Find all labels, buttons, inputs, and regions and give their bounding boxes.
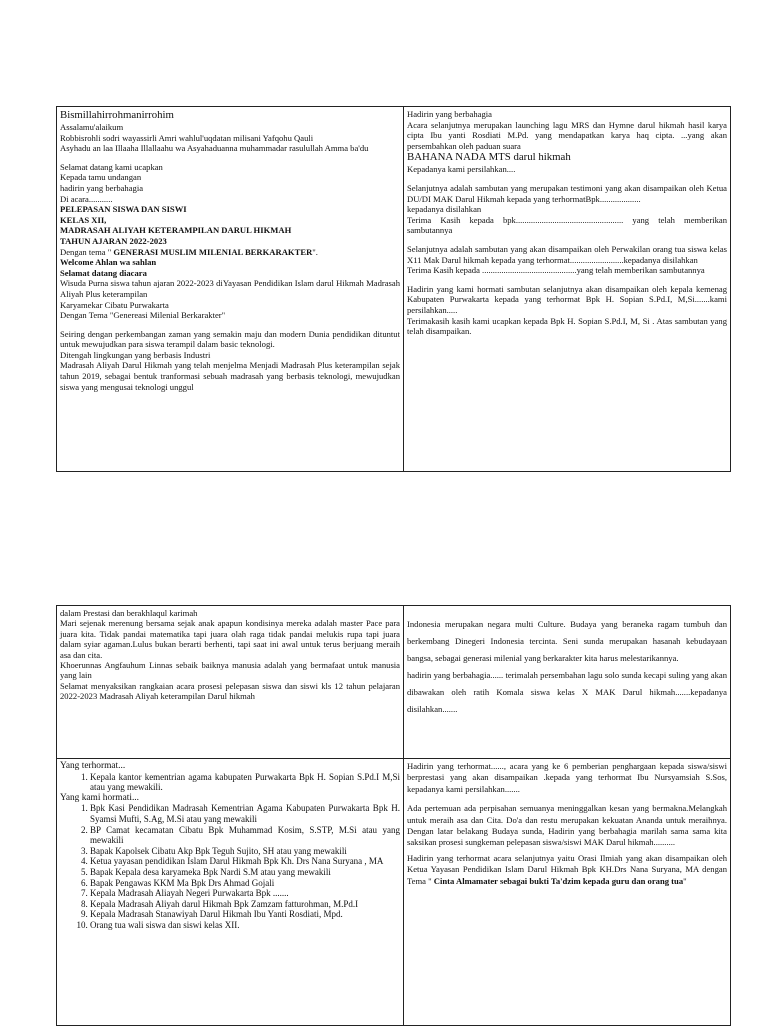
list-item: 1. Kepala kantor kementrian agama kabupaten Purwakarta Bpk H. Sopian S.Pd.I M,Si atau yang mewakili. xyxy=(90,772,400,793)
theme-bold: GENERASI MUSLIM MILENIAL BERKARAKTER xyxy=(113,246,313,257)
hadirin-head: Hadirin yang berbahagia xyxy=(407,109,492,119)
khoerunnas-paragraph: Khoerunnas Angfauhum Linnas sebaik baiknya manusia adalah yang bermafaat untuk manusia yang lain xyxy=(60,660,400,681)
kemenag-paragraph: Hadirin yang kami hormati sambutan selanjutnya akan disampaikan oleh kepala kemenag Kabupaten Purwakarta kepada yang terhormat Bpk H. Sopian S.Pd.I, M,Si.......kami persilahkan..... xyxy=(407,283,727,315)
list-item: 1. Bpk Kasi Pendidikan Madrasah Kementrian Agama Kabupaten Purwakarta Bpk H. Syamsi Mufti, S.Ag, M.Si atau yang mewakili xyxy=(90,803,400,824)
opening-basmalah: Bismillahirrohmanirrohim xyxy=(60,109,174,121)
bahana-nada-line: BAHANA NADA MTS darul hikmah xyxy=(407,151,571,164)
menyaksikan-paragraph: Selamat menyaksikan rangkaian acara prosesi pelepasan siswa dan siswi kls 12 tahun pelajaran 2022-2023 Madrasah Aliyah keterampilan Darul hikmah xyxy=(60,680,400,702)
list-item: 4. Ketua yayasan pendidikan Islam Darul Hikmah Bpk Kh. Drs Nana Suryana , MA xyxy=(90,856,400,867)
list-item: 5. Bapak Kepala desa karyameka Bpk Nardi S.M atau yang mewakili xyxy=(90,867,400,878)
greeting-line-1: Selamat datang kami ucapkan xyxy=(60,161,163,172)
terima-kasih-2: Terima Kasih kepada ............................................yang telah memberikan sambutannya xyxy=(407,265,705,276)
prestasi-line: dalam Prestasi dan berakhlaqul karimah xyxy=(60,608,198,618)
theme-line: Dengan tema " GENERASI MUSLIM MILENIAL BERKARAKTER". xyxy=(60,246,318,257)
tema-line: Dengan Tema "Genereasi Milenial Berkarakter" xyxy=(60,310,226,321)
selamat-line: Selamat datang diacara xyxy=(60,267,147,278)
table2-r1-right-cell xyxy=(404,606,731,759)
persilahkan-line: Kepadanya kami persilahkan.... xyxy=(407,164,516,175)
greeting-line-4: Di acara........... xyxy=(60,193,113,204)
table2-r2-right-cell xyxy=(404,759,731,1026)
event-title-1: PELEPASAN SISWA DAN SISWI xyxy=(60,204,187,215)
multi-culture-paragraph: Indonesia merupakan negara multi Culture. Budaya yang beraneka ragam tumbuh dan berkembang Dinegeri Indonesia tercinta. Seni sunda merupakan hasanah kebudayaan bangsa, sebagai generasi milenial yang berkarakter kita harus melestarikannya. xyxy=(407,619,727,663)
renung-paragraph: Mari sejenak merenung bersama sejak anak apapun kondisinya mereka adalah master Pace para juara kita. Tidak pandai matematika tapi juara olah raga tidak pandai melukis rupa tapi juara dalam syiar agaman.Lulus bukan berarti berhenti, tapi saat ini awal untuk terus berjuang meraih asa dan cita. xyxy=(60,618,400,660)
greeting-line-3: hadirin yang berbahagia xyxy=(60,182,144,193)
list-item: 9. Kepala Madrasah Stanawiyah Darul Hikmah Ibu Yanti Rosdiati, Mpd. xyxy=(90,909,400,920)
list-item: 8. Kepala Madrasah Aliyah darul Hikmah Bpk Zamzam fatturohman, M.Pd.I xyxy=(90,899,400,910)
list-item: 2. BP Camat kecamatan Cibatu Bpk Muhammad Kosim, S.STP, M.Si atau yang mewakili xyxy=(90,825,400,846)
list-item: 3. Bapak Kapolsek Cibatu Akp Bpk Teguh Sujito, SH atau yang mewakili xyxy=(90,846,400,857)
yang-kami-hormati-line: Yang kami hormati... xyxy=(60,792,139,803)
seiring-paragraph: Seiring dengan perkembangan zaman yang semakin maju dan modern Dunia pendidikan dituntut untuk mewujudkan para siswa terampil dalam basic teknologi. xyxy=(60,328,400,350)
terhormat-list xyxy=(60,772,400,793)
launching-paragraph: Acara selanjutnya merupakan launching lagu MRS dan Hymne darul hikmah hasil karya cipta Ibu yanti Rosdiati M.Pd. yang mendapatkan karya haq cipta. ...yang akan persembahkan oleh paduan suara xyxy=(407,119,727,151)
ditengah-line: Ditengah lingkungan yang berbasis Industri xyxy=(60,349,211,360)
penghargaan-paragraph: Hadirin yang terhormat......, acara yang ke 6 pemberian penghargaan kepada siswa/siswi berprestasi yang akan disampaikan .kepada yang terhormat Ibu Nursyamsiah S.Sos, kepadanya kami persilahkan....... xyxy=(407,761,727,794)
syahadat-line: Asyhadu an laa Illaaha Illallaahu wa Asyahaduanna muhammadar rasulullah Amma ba'du xyxy=(60,143,369,154)
madrasah-paragraph: Madrasah Aliyah Darul Hikmah yang telah menjelma Menjadi Madrasah Plus keterampilan sejak tahun 2019, sebagai bentuk tranformasi sebuah madrasah yang berbasis teknologi, mewujudkan siswa yang mengusai teknologi unggul xyxy=(60,360,400,392)
table1-right-cell xyxy=(404,107,731,472)
orasi-paragraph: Hadirin yang terhormat acara selanjutnya yaitu Orasi Ilmiah yang akan disampaikan oleh Ketua Yayasan Pendidikan Islam Darul Hikmah Bpk KH.Drs Nana Suryana, MA dengan Tema " Cinta Almamater sebagai bukti Ta'dzim kepada guru dan orang tua" xyxy=(407,852,727,886)
script-table-2 xyxy=(56,605,731,1026)
salam-line: Assalamu'alaikum xyxy=(60,122,124,132)
list-item: 7. Kepala Madrasah Aliayah Negeri Purwakarta Bpk ....... xyxy=(90,888,400,899)
event-title-2: KELAS XII, xyxy=(60,214,107,225)
wisuda-paragraph: Wisuda Purna siswa tahun ajaran 2022-2023 diYayasan Pendidikan Islam darul Hikmah Madrasah Aliyah Plus keterampilan xyxy=(60,278,400,299)
hormati-list xyxy=(60,803,400,930)
table2-r1-left-cell xyxy=(57,606,404,759)
welcome-line: Welcome Ahlan wa sahlan xyxy=(60,257,157,268)
kecapi-suling-paragraph: hadirin yang berbahagia...... terimalah persembahan lagu solo sunda kecapi suling yang akan dibawakan oleh ratih Komala siswa kelas X MAK Darul hikmah.......kepadanya disilahkan....... xyxy=(407,670,727,714)
event-title-3: MADRASAH ALIYAH KETERAMPILAN DARUL HIKMAH xyxy=(60,225,292,236)
event-title-4: TAHUN AJARAN 2022-2023 xyxy=(60,235,167,246)
yang-terhormat-line: Yang terhormat... xyxy=(60,761,126,771)
greeting-line-2: Kepada tamu undangan xyxy=(60,172,142,183)
terima-kasih-1: Terima Kasih kepada bpk.................................................. yang telah memberikan sambutannya xyxy=(407,214,727,236)
table1-left-cell xyxy=(57,107,404,472)
orasi-theme-bold: Cinta Almamater sebagai bukti Ta'dzim kepada guru dan orang tua xyxy=(433,875,684,886)
testimoni-paragraph: Selanjutnya adalah sambutan yang merupakan testimoni yang akan disampaikan oleh Ketua DU/DI MAK Darul Hikmah kepada yang terhormatBpk................... xyxy=(407,182,727,204)
table2-r2-left-cell xyxy=(57,759,404,1026)
list-item: 6. Bapak Pengawas KKM Ma Bpk Drs Ahmad Gojali xyxy=(90,878,400,889)
list-item: 10. Orang tua wali siswa dan siswi kelas XII. xyxy=(90,920,400,931)
terima-kasih-3: Terimakasih kasih kami ucapkan kepada Bpk H. Sopian S.Pd.I, M, Si . Atas sambutan yang telah disampaikan. xyxy=(407,315,727,337)
doa-line: Robbisrohli sodri wayassirli Amri wahlul'uqdatan milisani Yafqohu Qauli xyxy=(60,132,314,143)
sungkeman-paragraph: Ada pertemuan ada perpisahan semuanya meninggalkan kesan yang bermakna.Melangkah untuk meraih asa dan Cita. Do'a dan restu merupakan kekuatan Ananda untuk meraihnya. Dengan latar belakang Budaya sunda, Hadirin yang berbahagia marilah sama sama kita saksikan prosesi sungkeman pelepasan siswa/siswi MAK Darul hikmah.......... xyxy=(407,803,727,848)
orang-tua-paragraph: Selanjutnya adalah sambutan yang akan disampaikan oleh Perwakilan orang tua siswa kelas X11 Mak Darul hikmah kepada yang terhormat.........................kepadanya disilahkan xyxy=(407,243,727,265)
disilahkan-line: kepadanya disilahkan xyxy=(407,204,482,215)
karya-line: Karyamekar Cibatu Purwakarta xyxy=(60,299,169,310)
script-table-1 xyxy=(56,106,731,472)
